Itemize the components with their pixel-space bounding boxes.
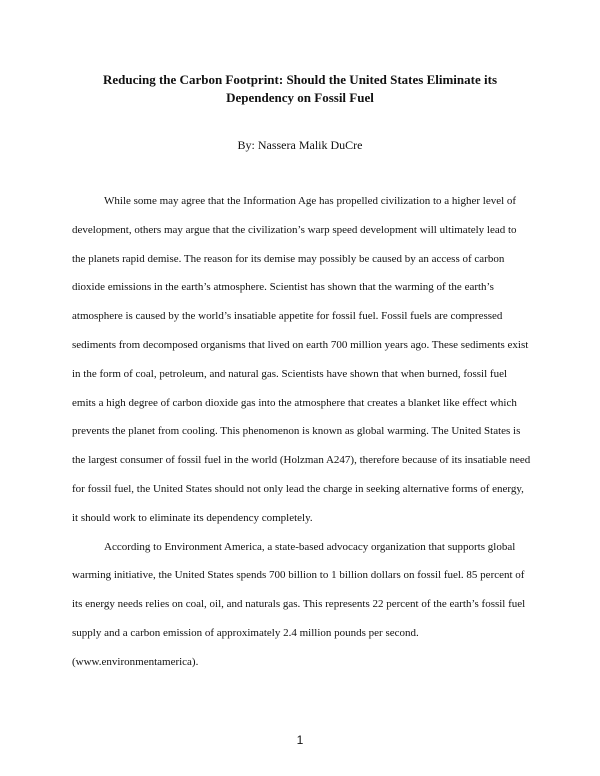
document-body [72,187,532,677]
body-paragraph-2: According to Environment America, a state-based advocacy organization that supports global warming initiative, the United States spends 700 billion to 1 billion dollars on fossil fuel. 85 percent of its energy needs relies on coal, oil, and naturals gas. This represents 22 percent of the earth’s fossil fuel supply and a carbon emission of approximately 2.4 million pounds per second. (www.environmentamerica). [72,540,526,668]
page-number: 1 [296,733,304,747]
document-author: By: Nassera Malik DuCre [237,138,363,152]
document-title: Reducing the Carbon Footprint: Should the United States Eliminate its Dependency on Fossil Fuel [103,72,497,105]
body-paragraph-1: While some may agree that the Information Age has propelled civilization to a higher level of development, others may argue that the civilization’s warp speed development will ultimately lead to the planets rapid demise. The reason for its demise may possibly be caused by an access of carbon dioxide emissions in the earth’s atmosphere. Scientist has shown that the warming of the earth’s atmosphere is caused by the world’s insatiable appetite for fossil fuel. Fossil fuels are compressed sediments from decomposed organisms that lived on earth 700 million years ago. These sediments exist in the form of coal, petroleum, and natural gas. Scientists have shown that when burned, fossil fuel emits a high degree of carbon dioxide gas into the atmosphere that creates a blanket like effect which prevents the planet from cooling. This phenomenon is known as global warming. The United States is the largest consumer of fossil fuel in the world (Holzman A247), therefore because of its insatiable need for fossil fuel, the United States should not only lead the charge in seeking alternative forms of energy, it should work to eliminate its dependency completely. [72,195,531,524]
